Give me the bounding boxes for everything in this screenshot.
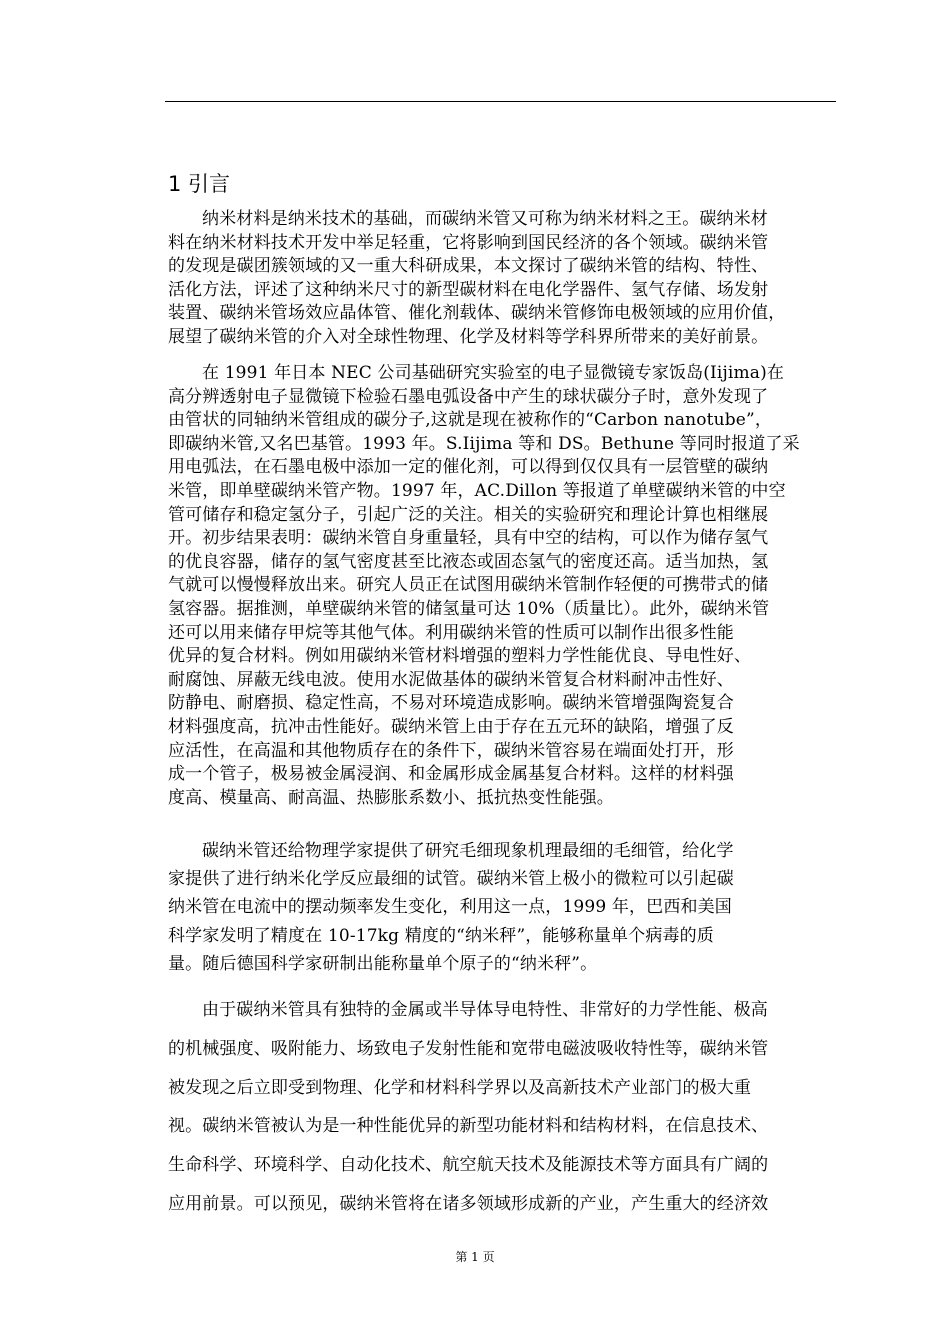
para1-line: 装置、碳纳米管场效应晶体管、催化剂载体、碳纳米管修饰电极领域的应用价值， xyxy=(168,303,786,324)
para2-line: 用电弧法，在石墨电极中添加一定的催化剂，可以得到仅仅具有一层管壁的碳纳 xyxy=(168,457,769,478)
para4-line: 应用前景。可以预见，碳纳米管将在诸多领域形成新的产业，产生重大的经济效 xyxy=(168,1194,769,1214)
para2-line: 即碳纳米管,又名巴基管。1993 年。S.Iijima 等和 DS。Bethune 等同时报道了采 xyxy=(168,433,800,454)
para2-line: 开。初步结果表明：碳纳米管自身重量轻，具有中空的结构，可以作为储存氢气 xyxy=(168,528,769,549)
para2-line: 气就可以慢慢释放出来。研究人员正在试图用碳纳米管制作轻便的可携带式的储 xyxy=(168,575,769,596)
para3-line: 纳米管在电流中的摆动频率发生变化，利用这一点，1999 年，巴西和美国 xyxy=(168,897,732,918)
para3-line: 量。随后德国科学家研制出能称量单个原子的“纳米秤”。 xyxy=(168,953,598,974)
para4-line: 由于碳纳米管具有独特的金属或半导体导电特性、非常好的力学性能、极高 xyxy=(202,1000,768,1020)
para4-line: 视。碳纳米管被认为是一种性能优异的新型功能材料和结构材料，在信息技术、 xyxy=(168,1116,769,1137)
para1-line: 纳米材料是纳米技术的基础，而碳纳米管又可称为纳米材料之王。碳纳米材 xyxy=(202,209,768,229)
para2-line: 成一个管子，极易被金属浸润、和金属形成金属基复合材料。这样的材料强 xyxy=(168,764,734,785)
header-rule xyxy=(165,101,836,102)
para2-line: 材料强度高，抗冲击性能好。碳纳米管上由于存在五元环的缺陷，增强了反 xyxy=(168,717,734,737)
para2-line: 氢容器。据推测，单壁碳纳米管的储氢量可达 10%（质量比）。此外，碳纳米管 xyxy=(168,599,770,619)
para2-line: 管可储存和稳定氢分子，引起广泛的关注。相关的实验研究和理论计算也相继展 xyxy=(168,504,769,525)
para2-line: 的优良容器，储存的氢气密度甚至比液态或固态氢气的密度还高。适当加热，氢 xyxy=(168,551,769,572)
para2-line: 优异的复合材料。例如用碳纳米管材料增强的塑料力学性能优良、导电性好、 xyxy=(168,646,752,667)
para1-line: 活化方法，评述了这种纳米尺寸的新型碳材料在电化学器件、氢气存储、场发射 xyxy=(168,279,769,300)
para2-line: 在 1991 年日本 NEC 公司基础研究实验室的电子显微镜专家饭岛(Iijima)在 xyxy=(202,363,784,383)
para2-line: 应活性，在高温和其他物质存在的条件下，碳纳米管容易在端面处打开，形 xyxy=(168,740,734,761)
para3-line: 家提供了进行纳米化学反应最细的试管。碳纳米管上极小的微粒可以引起碳 xyxy=(168,869,734,890)
para1-line: 料在纳米材料技术开发中举足轻重，它将影响到国民经济的各个领域。碳纳米管 xyxy=(168,232,769,253)
para2-line: 还可以用来储存甲烷等其他气体。利用碳纳米管的性质可以制作出很多性能 xyxy=(168,622,734,643)
para3-line: 碳纳米管还给物理学家提供了研究毛细现象机理最细的毛细管，给化学 xyxy=(202,841,734,861)
para2-line: 由管状的同轴纳米管组成的碳分子,这就是现在被称作的“Carbon nanotube”， xyxy=(168,410,772,431)
page-number: 第 1 页 xyxy=(455,1250,495,1264)
section-heading: 1 引言 xyxy=(168,172,231,196)
para4-line: 生命科学、环境科学、自动化技术、航空航天技术及能源技术等方面具有广阔的 xyxy=(168,1155,769,1176)
para2-line: 防静电、耐磨损、稳定性高，不易对环境造成影响。碳纳米管增强陶瓷复合 xyxy=(168,693,734,714)
para1-line: 的发现是碳团簇领域的又一重大科研成果，本文探讨了碳纳米管的结构、特性、 xyxy=(168,256,769,277)
para3-line: 科学家发明了精度在 10-17kg 精度的“纳米秤”，能够称量单个病毒的质 xyxy=(168,925,714,946)
para1-line: 展望了碳纳米管的介入对全球性物理、化学及材料等学科界所带来的美好前景。 xyxy=(168,327,769,347)
para4-line: 被发现之后立即受到物理、化学和材料科学界以及高新技术产业部门的极大重 xyxy=(168,1077,752,1098)
para2-line: 高分辨透射电子显微镜下检验石墨电弧设备中产生的球状碳分子时，意外发现了 xyxy=(168,386,769,407)
para4-line: 的机械强度、吸附能力、场致电子发射性能和宽带电磁波吸收特性等，碳纳米管 xyxy=(168,1038,769,1059)
para2-line: 耐腐蚀、屏蔽无线电波。使用水泥做基体的碳纳米管复合材料耐冲击性好、 xyxy=(168,669,734,690)
para2-line: 米管，即单壁碳纳米管产物。1997 年，AC.Dillon 等报道了单壁碳纳米管的中空 xyxy=(168,481,786,501)
para2-line: 度高、模量高、耐高温、热膨胀系数小、抵抗热变性能强。 xyxy=(168,787,614,808)
